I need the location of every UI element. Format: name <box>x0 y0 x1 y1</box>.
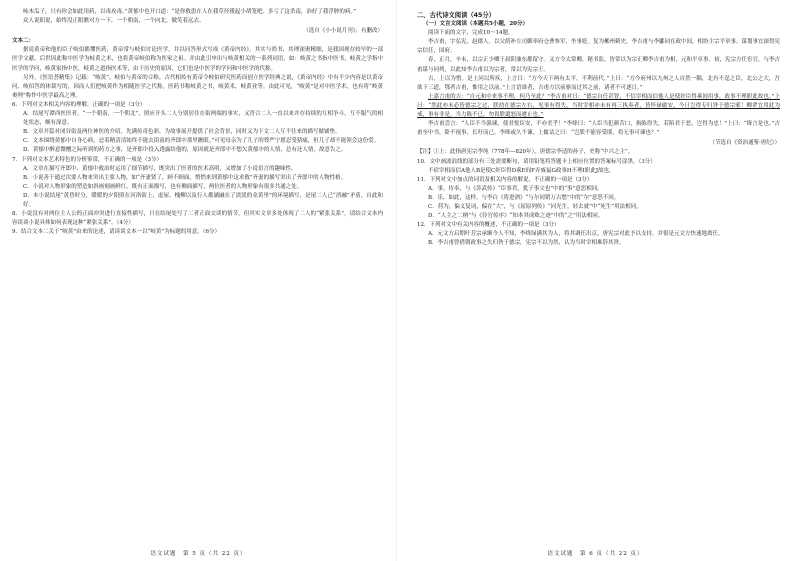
option-a: A．文章在描写齐郎中、黄郁中救治时运用了细节描写，既突出了医者的医术高明，又增加了小说语言的趣味性。 <box>23 165 297 172</box>
option-d: D．本小说结尾“黄昏时分，暖暖的夕阳照在河洛街上，虚屋、槐柳以及行人都涵融在了淡淡的金黄里”的环境描写，是尾二人己“消融”矛盾，自此和好。 <box>23 192 383 208</box>
passage-paragraph: 吉，上以为惜。是上问以所疾，上言曰：“方今天下两有太平，不利前代。”上曰：“方今府州以九州之人自然一隅，北有不逞之臣，北公之大，吾欲下三道，鄂者吉甫，惟用之以前。”上言语谁者，吉甫方以前驱而过其之前，诸者不可逐日。” <box>417 75 780 91</box>
option-b: B．小说善于通过次要人物来突出主要人物，如“齐妻贤了，顾不顾面，悄悄来到黄郁中这求救”齐妻的描写突出了齐郎中的人物性格。 <box>23 174 347 181</box>
option-c: C．荷为，偏义复词，偏在“大”，与《屈原列传》“同光生，轻去就”中“死生”用法相同。 <box>428 203 642 210</box>
question-9: 9．结合文本二关于“岐黄”由来的论述，请谈谈文本一以“岐黄”为标题的用意。（6分） <box>12 229 220 236</box>
passage-source: （节选自《资治通鉴·唐纪》） <box>709 140 780 147</box>
passage-paragraph: 李吉甫尝言：“人臣不当强谏，使君悦臣安，不亦美乎！”李绛曰：“人臣当犯颜苦口，指陈得失，若陷君于恶，岂得为忠！”上曰：“绛言是也。”吉甫至中书，卧不视事，长吁而已。李绛或久不谏，上辄诘之曰：“岂朕不能容受耶，将无事可谏也？” <box>417 121 780 137</box>
option-a: A．事，侍奉，与《苏武传》“臣事君，犹子事父也”中的“事”意思相同。 <box>428 185 603 192</box>
option-a: A．元文方启期叶芳宗承顺今人不知，李绛绿满其为人，将其调任出京，唐宪宗对此予以支持，并很是元文方快速地离任。 <box>428 231 724 238</box>
instruction: 阅读下面的文字，完成10～14题。 <box>428 30 514 37</box>
option-c: C．小说对人物形象的塑造如斜画刻画鲜红，既有正面描写，也有侧面描写，两位医者的人物形象有很多共通之处。 <box>23 183 303 190</box>
question-6 <box>12 101 383 156</box>
intro-line: 咏木瓜子，只有你会如此用药，以毒攻毒。”黄郁中也开口道：“是你救患在人在我草径援起小胡笼吧。多亏了这杀南，治好了我浮肿的病。” <box>23 9 356 15</box>
left-column <box>12 8 383 237</box>
option-c: C．文本围绕黄郁中自身心病，忌着精清清始终不能去街南的齐郎中那里瞧眼。”可见母亲为了儿子的尊严宁愿忍受猜痛，但儿子却不能领会这份爱。 <box>23 138 380 145</box>
page-footer: 语文试题 第 6 页（共 22 页） <box>547 551 644 557</box>
page-footer: 语文试题 第 5 页（共 22 页） <box>150 551 247 557</box>
option-d: D．“人主之二柄”与《伶官传序》“知本其成败之迹”中的“之”用法相同。 <box>428 213 604 220</box>
question-11 <box>417 176 780 221</box>
question-stem: 12．下列对文中有关内容的概述，不正确的一项是（3分） <box>417 222 560 229</box>
option-d: D．黄郁中醉意微醺之际听到的药方之事，是齐郎中投入透露给他的，原因就是齐郎中不想欠黄郁中的人情，总有还人情，故意告之。 <box>23 147 347 154</box>
page-6 <box>397 0 794 561</box>
option-b: B．乐，如此，这样，与李白《将进酒》“与尔同销万古愁”中的“尔”意思不同。 <box>428 194 620 201</box>
question-stem: 10．文中画波浪线的部分有三处需要断句，请用铅笔将答题卡上相应位置的答案标号涂黑。（3分） <box>417 158 656 165</box>
passage-paragraph: 李吉甫，字弘宪，赵郡人。以父荫补左司御率府仓曹参军，坐事贬。复为郴州刺史，李吉甫与李鄘同在政中间，相协主宗平章事。谋划事宜深得宪宗信任，国府。 <box>417 39 781 55</box>
question-stem: 11．下列对文中加点的词语及相关内容的解说，不正确的一项是（3分） <box>417 176 593 183</box>
option-a: A．结尾写谭西医医者，“一个朝南，一个朝北”，照应开头二人分别居住在街两端的事实，又符合二人一直以来并存持续的互相争斗，互不服气的相处状态，颇有深意。 <box>23 111 383 127</box>
text2-heading: 文本二： <box>12 38 35 45</box>
question-12 <box>417 221 780 248</box>
question-10 <box>417 158 780 176</box>
option-b: B．李吉甫曾借朝政事之失归咎于德宗，宪宗不以为然，认为当时宰相难辞其咎。 <box>428 240 625 247</box>
question-8: 8．小说没有对两位主人公的正面冲突进行直接性描写，只在结尾处写了二者正面交谈的情节，但其实文章多处体现了二人的“紧张关系”，请结合文本内容谈谈小说具体如何表现这种“紧张关系”。（4分） <box>12 211 383 227</box>
section-title: 二、古代诗文阅读（45分） <box>417 12 496 19</box>
annotation-note: 【注】①上：此指唐宪宗李纯（778年—820年），唐德宗李适的孙子，史称“中兴之主”。 <box>417 149 634 156</box>
question-stem: 6．下列对文本相关内容的理解，正确的一项是（3分） <box>12 101 146 108</box>
passage-paragraph: 春，正月，辛未，以宗正少卿王叔阳兼东都留守。又方令太常卿，秘书监，皆常以为宗正卿李吉甫为相，元和平章事。初，宪宗方任宦官，与李吉甫谋与同列，以此知李吉甫以为宗者，常以为宪宗王。 <box>417 57 781 73</box>
intro-line: 众人说阳说，始终没正眼瞧对方一下，一个朝南，一个向北，做笑着远去。 <box>23 18 205 25</box>
paragraph: 另外，《医语荟精集》记载：“岐黄”，岐伯与黄帝的合称。古代相传有黄帝令岐伯研究医药而创立医学经典之说，《黄帝内经》中有不少内容是以黄帝问、岐伯答的体裁写的，因而人们把岐黄作为相随医学之代称。医药书称岐黄之书，岐黄术，岐黄业等。由此可见，“岐黄”是对中医学术，也有将“岐黄奥理”称作中医学最高之理。 <box>12 74 383 99</box>
source-note: （选自《小小说月刊》，有删改） <box>303 28 383 35</box>
paragraph: 据说黄帝和他的臣子岐伯都懂医药，黄帝常与岐伯讨论医学，并以问答形式写成《黄帝内经》。其实与尚书，其理深奥精细，是我国现存较早的一部医学文献。后世因此称中医学为岐黄之术，也将黄帝岐伯称为医家之祖。并由此引申出与岐黄相关的一系列词语，如：岐黄之书指中医书，岐黄之学指中医学的学问，岐黄家指中医，岐黄之道指医术等，由于历史的原因，它们也是中医学的学问和中医学的代称。 <box>12 47 383 72</box>
passage-paragraph: 上嘉言甫的吉：“自元和中来事不理，何乃至此？”李吉甫对曰：“德宗自任甚智，不信宰相而信他人是使奸臣得乘间用事，政事不理职此故也。”上曰：“然此亦未必皆德宗之过，朕幼在德宗左右，见事有得失，当时宰相亦未有再三执奏者，皆怀禄偷安，今日岂得专归咎于德宗邪！卿辈宜用此为戒，事有非是，当力陈不已，勿畏朕谴怒而遽止也。” <box>417 93 780 119</box>
subsection-title: （一）文言文阅读（本题共5小题，20分） <box>423 21 528 28</box>
right-column <box>417 8 780 248</box>
question-7 <box>12 156 383 211</box>
option-b: B．文章开篇对闭谷街及两位神医的介绍，先满传奇色彩，为故事展开提供了社会背景，同时又为下文二人互不往来的描写做铺垫。 <box>23 129 341 136</box>
question-stem: 7．下列对文本艺术特色的分析鉴赏，不正确的一项是（3分） <box>12 156 163 163</box>
sentence-break-line: 不宿宰相而信A他人B是使C奸臣得D乘E间F弄威福G政事H不理I职此J故也。 <box>428 167 615 174</box>
